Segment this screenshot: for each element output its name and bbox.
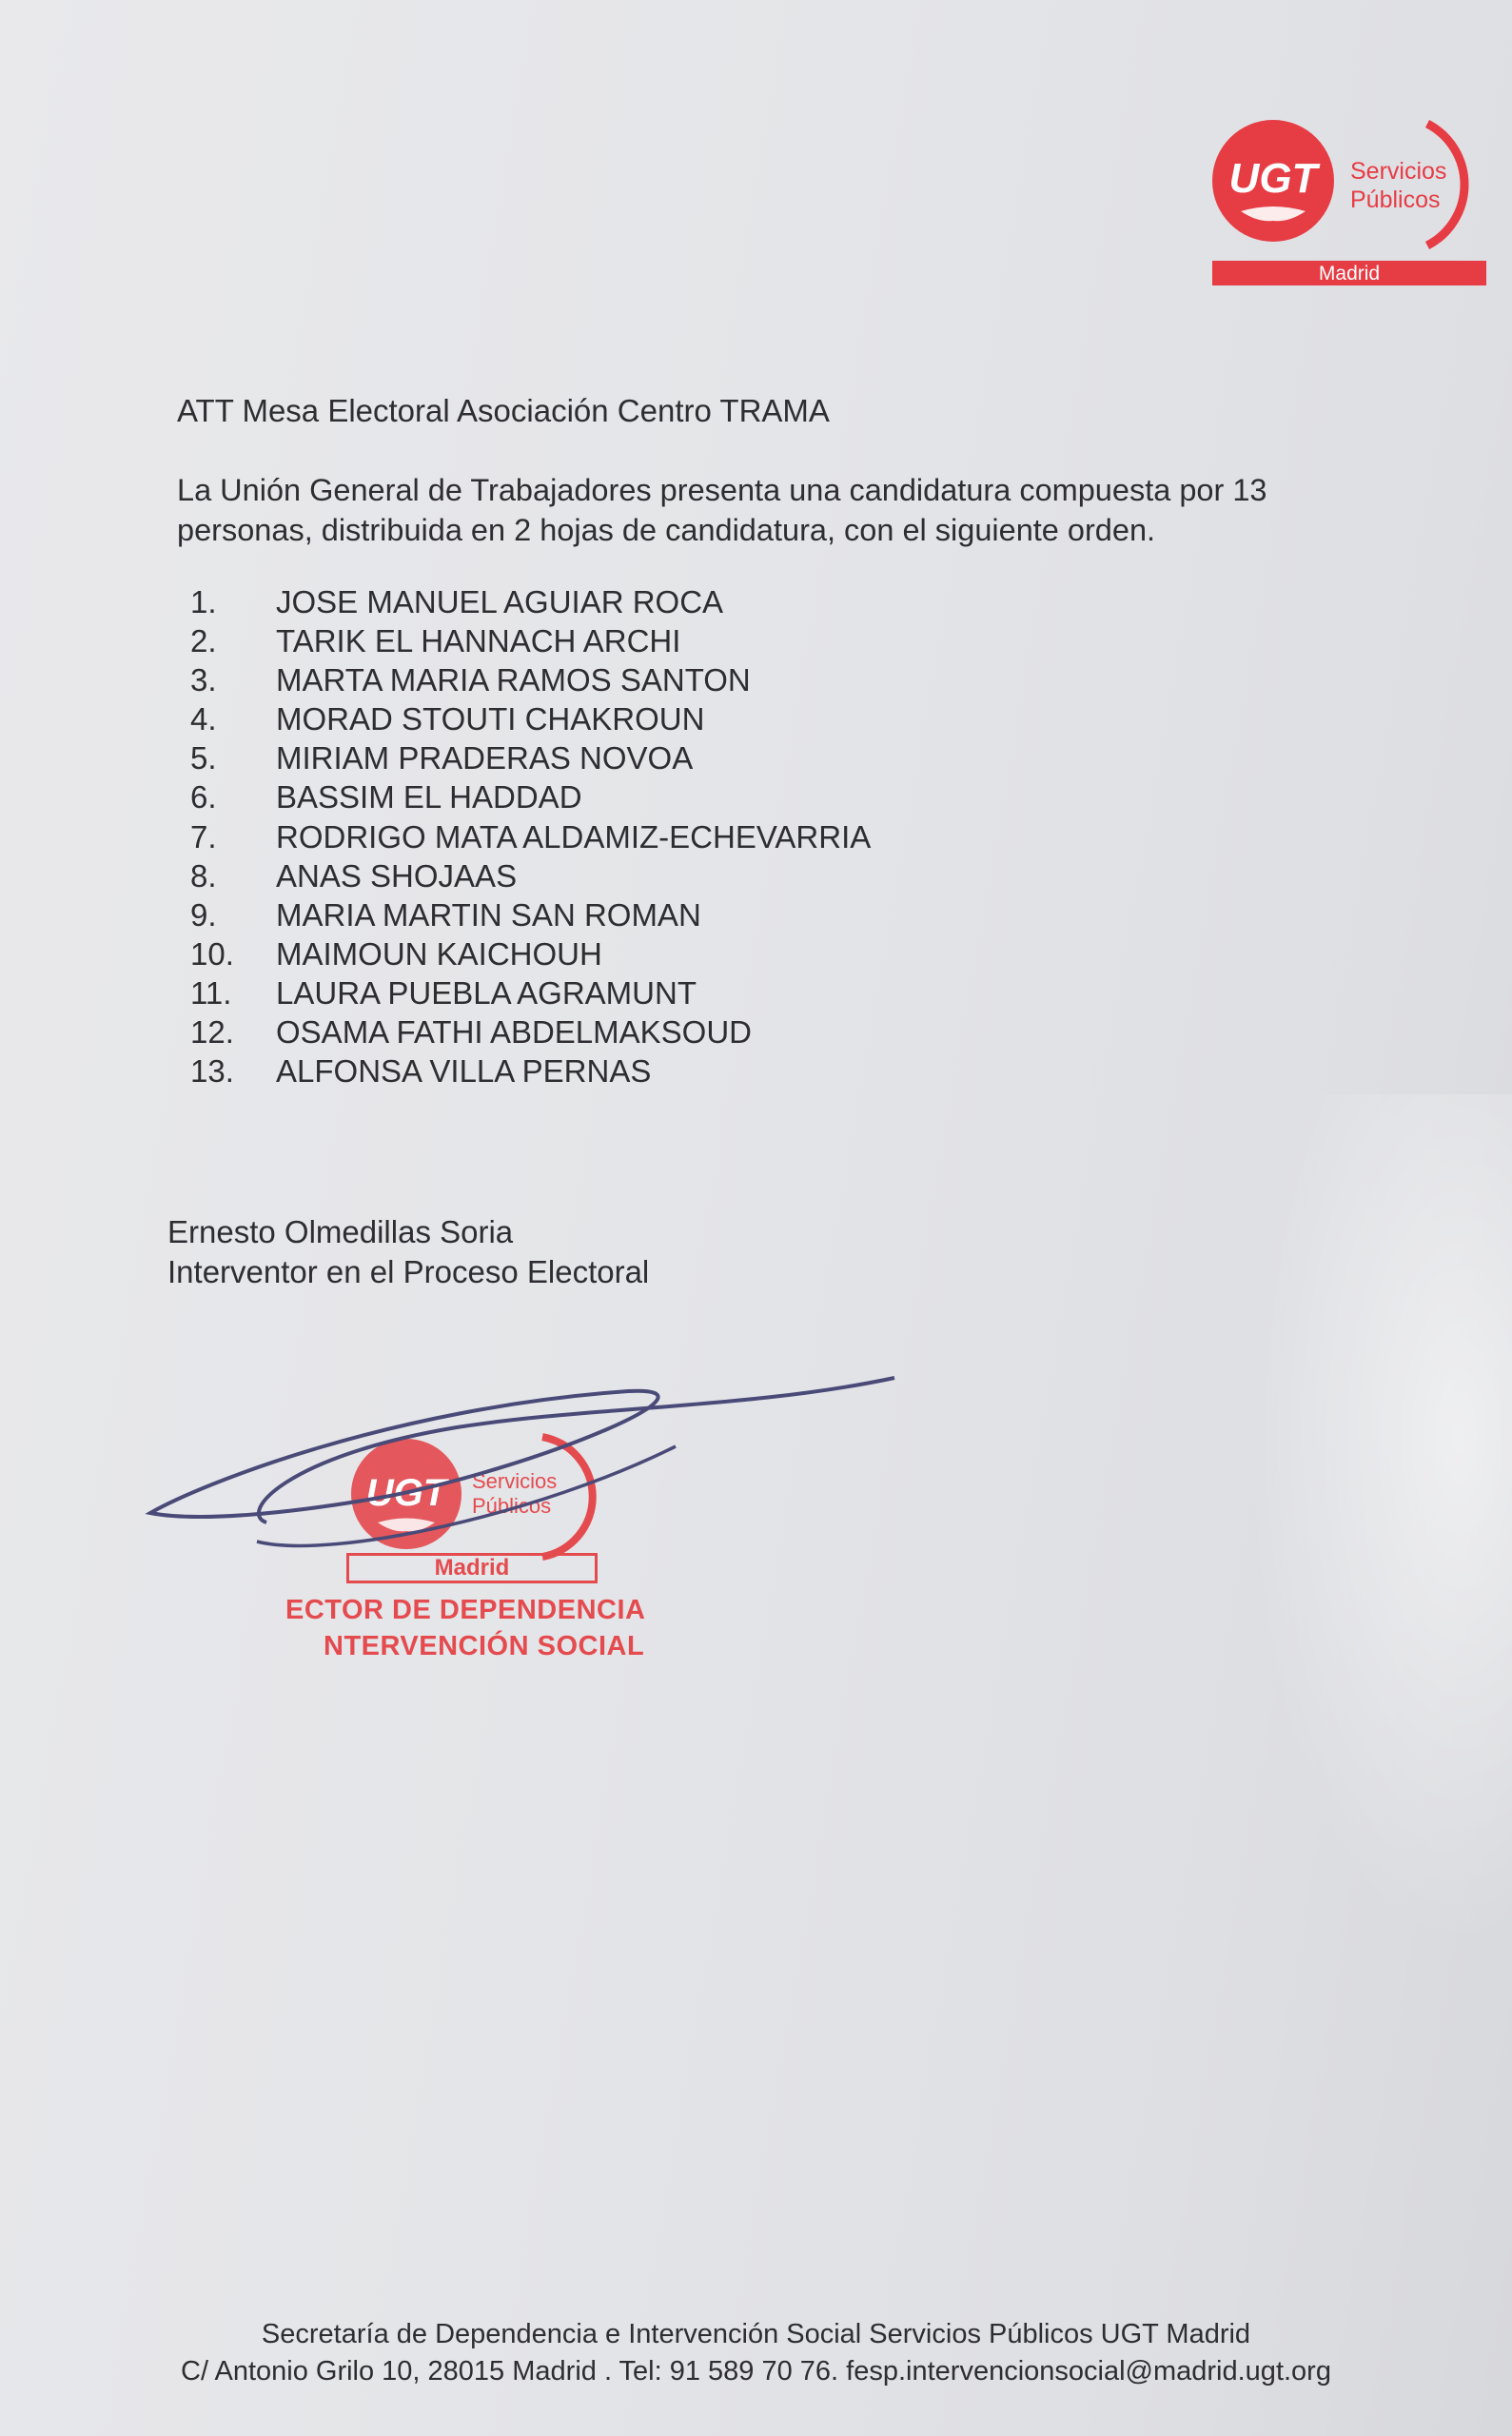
candidate-number: 5.: [190, 740, 217, 776]
logo-arc: [1427, 124, 1464, 246]
stamp-region-box: Madrid: [346, 1553, 598, 1583]
candidate-name: RODRIGO MATA ALDAMIZ-ECHEVARRIA: [276, 818, 872, 855]
candidate-name: TARIK EL HANNACH ARCHI: [276, 623, 681, 659]
logo-line2: Públicos: [1350, 187, 1441, 213]
stamp-sector-line-1: ECTOR DE DEPENDENCIA: [285, 1595, 646, 1625]
candidate-number: 3.: [190, 662, 217, 698]
candidate-name: OSAMA FATHI ABDELMAKSOUD: [276, 1014, 753, 1051]
candidate-name: ALFONSA VILLA PERNAS: [276, 1053, 652, 1090]
addressee-line: ATT Mesa Electoral Asociación Centro TRAMA: [177, 393, 830, 428]
intro-line-2: personas, distribuida en 2 hojas de candidatura, con el siguiente orden.: [177, 513, 1156, 547]
candidate-number: 1.: [190, 584, 217, 619]
signer-role: Interventor en el Proceso Electoral: [167, 1254, 650, 1289]
candidate-number: 6.: [190, 779, 217, 815]
footer-organization: Secretaría de Dependencia e Intervención Social Servicios Públicos UGT Madrid: [261, 2319, 1251, 2349]
candidate-name: MAIMOUN KAICHOUH: [276, 935, 602, 972]
candidate-number: 7.: [190, 818, 217, 855]
ugt-letterhead-logo: [1207, 112, 1492, 293]
stamp-line2: Públicos: [472, 1494, 552, 1518]
candidate-name: LAURA PUEBLA AGRAMUNT: [276, 974, 697, 1011]
candidate-number: 12.: [190, 1014, 234, 1051]
candidate-name: MIRIAM PRADERAS NOVOA: [276, 740, 694, 776]
stamp-logo-brand: UGT: [365, 1472, 447, 1514]
photo-glare: [1246, 1094, 1512, 1951]
ugt-logo-brand: UGT: [1228, 155, 1318, 202]
candidate-name: MARIA MARTIN SAN ROMAN: [276, 896, 701, 933]
candidate-number: 11.: [190, 974, 232, 1011]
candidate-name: JOSE MANUEL AGUIAR ROCA: [276, 584, 724, 619]
ugt-stamp-and-signature: [143, 1370, 952, 1675]
stamp-line1: Servicios: [472, 1469, 558, 1493]
intro-paragraph: [177, 470, 1267, 550]
candidate-number: 9.: [190, 896, 217, 933]
candidate-number: 10.: [190, 935, 234, 972]
footer-contact: C/ Antonio Grilo 10, 28015 Madrid . Tel: 91 589 70 76. fesp.intervencionsocial@madrid.ugt.org: [181, 2356, 1331, 2387]
logo-region: Madrid: [1318, 263, 1381, 285]
logo-line1: Servicios: [1350, 158, 1447, 185]
signer-name: Ernesto Olmedillas Soria: [167, 1214, 514, 1249]
candidate-number: 4.: [190, 701, 217, 737]
candidate-name: BASSIM EL HADDAD: [276, 779, 582, 815]
stamp-sector-line-2: NTERVENCIÓN SOCIAL: [324, 1631, 645, 1661]
candidate-number: 2.: [190, 623, 217, 659]
signature-tail: [257, 1446, 676, 1545]
candidate-number: 8.: [190, 857, 217, 894]
candidate-number: 13.: [190, 1053, 234, 1090]
intro-line-1: La Unión General de Trabajadores presenta una candidatura compuesta por 13: [177, 473, 1267, 507]
candidate-name: ANAS SHOJAAS: [276, 857, 518, 894]
candidate-name: MARTA MARIA RAMOS SANTON: [276, 662, 751, 698]
candidate-name: MORAD STOUTI CHAKROUN: [276, 701, 705, 737]
signer-block: [167, 1212, 649, 1292]
